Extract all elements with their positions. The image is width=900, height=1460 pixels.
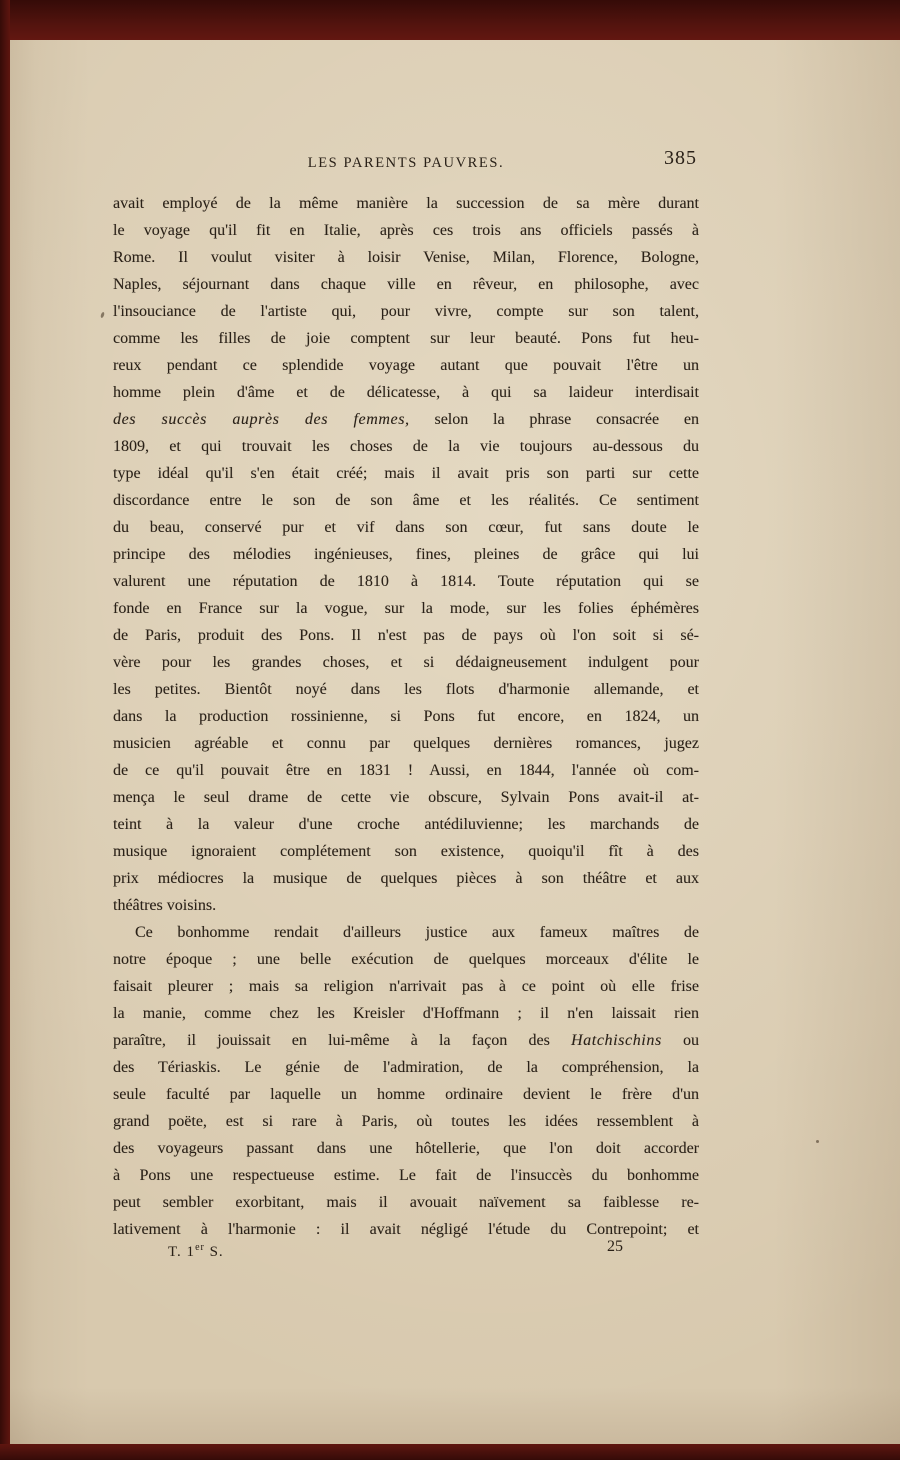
running-title: LES PARENTS PAUVRES.: [307, 155, 505, 171]
text-line: [113, 676, 699, 703]
text-line: [113, 1189, 699, 1216]
text-line: [113, 1081, 699, 1108]
ink-speck: [100, 312, 105, 319]
body-text: 1809, et qui trouvait les choses de la vie toujours au-dessous du: [113, 438, 699, 455]
text-line: [113, 1162, 699, 1189]
text-line: [113, 1027, 699, 1054]
body-text: théâtres voisins.: [113, 897, 217, 914]
body-text: teint à la valeur d'une croche antédiluvienne; les marchands de: [113, 816, 699, 833]
italic-text: des succès auprès des femmes,: [113, 411, 410, 428]
text-line: [113, 811, 699, 838]
text-line: [113, 352, 699, 379]
text-line: [113, 649, 699, 676]
body-text: homme plein d'âme et de délicatesse, à qui sa laideur interdisait: [113, 384, 699, 401]
text-line: [113, 244, 699, 271]
body-text: de ce qu'il pouvait être en 1831 ! Aussi, en 1844, l'année où com-: [113, 762, 699, 779]
body-text: Ce bonhomme rendait d'ailleurs justice aux fameux maîtres de: [135, 924, 699, 941]
body-text: mença le seul drame de cette vie obscure, Sylvain Pons avait-il at-: [113, 789, 699, 806]
text-line: [113, 1108, 699, 1135]
text-line: [113, 1054, 699, 1081]
text-line: [113, 217, 699, 244]
body-text: notre époque ; une belle exécution de quelques morceaux d'élite le: [113, 951, 699, 968]
tome-sup: er: [195, 1242, 205, 1253]
body-text: des Tériaskis. Le génie de l'admiration, de la compréhension, la: [113, 1059, 699, 1076]
text-line: [113, 919, 699, 946]
text-line: [113, 460, 699, 487]
body-text: musicien agréable et connu par quelques dernières romances, jugez: [113, 735, 699, 752]
text-line: [113, 622, 699, 649]
body-text: les petites. Bientôt noyé dans les flots d'harmonie allemande, et: [113, 681, 699, 698]
body-text: avait employé de la même manière la succession de sa mère durant: [113, 195, 699, 212]
body-text: selon la phrase consacrée en: [409, 411, 699, 428]
paragraph: [113, 190, 699, 919]
text-line: [113, 406, 699, 433]
tome-signature: [168, 1242, 224, 1261]
body-text: à Pons une respectueuse estime. Le fait de l'insuccès du bonhomme: [113, 1167, 699, 1184]
text-line: [113, 703, 699, 730]
text-line: [113, 973, 699, 1000]
text-block: [113, 190, 699, 1243]
body-text: reux pendant ce splendide voyage autant que pouvait l'être un: [113, 357, 699, 374]
page-header: [113, 147, 699, 182]
body-text: fonde en France sur la vogue, sur la mode, sur les folies éphémères: [113, 600, 699, 617]
paragraph: [113, 919, 699, 1243]
body-text: dans la production rossinienne, si Pons fut encore, en 1824, un: [113, 708, 699, 725]
binding-edge-bottom: [0, 1444, 900, 1460]
page-number: 385: [664, 147, 697, 169]
body-text: lativement à l'harmonie : il avait négligé l'étude du Contrepoint; et: [113, 1221, 699, 1238]
binding-edge-top: [0, 0, 900, 40]
text-line: [113, 379, 699, 406]
body-text: le voyage qu'il fit en Italie, après ces trois ans officiels passés à: [113, 222, 699, 239]
body-text: prix médiocres la musique de quelques pièces à son théâtre et aux: [113, 870, 699, 887]
text-line: [113, 730, 699, 757]
body-text: Naples, séjournant dans chaque ville en rêveur, en philosophe, avec: [113, 276, 699, 293]
body-text: du beau, conservé pur et vif dans son cœur, fut sans doute le: [113, 519, 699, 536]
body-text: type idéal qu'il s'en était créé; mais il avait pris son parti sur cette: [113, 465, 699, 482]
text-line: [113, 1135, 699, 1162]
page-footer: [113, 1238, 699, 1264]
body-text: peut sembler exorbitant, mais il avouait naïvement sa faiblesse re-: [113, 1194, 699, 1211]
sheet-number: 25: [607, 1238, 623, 1255]
text-line: [113, 271, 699, 298]
binding-edge-left: [0, 0, 10, 1460]
body-text: vère pour les grandes choses, et si dédaigneusement indulgent pour: [113, 654, 699, 671]
body-text: Rome. Il voulut visiter à loisir Venise, Milan, Florence, Bologne,: [113, 249, 699, 266]
text-line: [113, 838, 699, 865]
ink-speck: [816, 1140, 819, 1143]
text-line: [113, 190, 699, 217]
text-line: [113, 298, 699, 325]
tome-suffix: S.: [204, 1244, 224, 1260]
italic-text: Hatchischins: [571, 1032, 662, 1049]
body-text: faisait pleurer ; mais sa religion n'arrivait pas à ce point où elle frise: [113, 978, 699, 995]
text-line: [113, 541, 699, 568]
text-line: [113, 487, 699, 514]
body-text: comme les filles de joie comptent sur leur beauté. Pons fut heu-: [113, 330, 699, 347]
text-line: [113, 433, 699, 460]
body-text: seule faculté par laquelle un homme ordinaire devient le frère d'un: [113, 1086, 699, 1103]
text-line: [113, 757, 699, 784]
body-text: ou: [661, 1032, 699, 1049]
body-text: valurent une réputation de 1810 à 1814. Toute réputation qui se: [113, 573, 699, 590]
body-text: la manie, comme chez les Kreisler d'Hoffmann ; il n'en laissait rien: [113, 1005, 699, 1022]
text-line: [113, 568, 699, 595]
body-text: musique ignoraient complétement son existence, quoiqu'il fît à des: [113, 843, 699, 860]
body-text: discordance entre le son de son âme et les réalités. Ce sentiment: [113, 492, 699, 509]
body-text: l'insouciance de l'artiste qui, pour vivre, compte sur son talent,: [113, 303, 699, 320]
text-line: [113, 946, 699, 973]
text-line: [113, 784, 699, 811]
body-text: des voyageurs passant dans une hôtellerie, que l'on doit accorder: [113, 1140, 699, 1157]
body-text: principe des mélodies ingénieuses, fines, pleines de grâce qui lui: [113, 546, 699, 563]
body-text: grand poëte, est si rare à Paris, où toutes les idées ressemblent à: [113, 1113, 699, 1130]
text-line: [113, 325, 699, 352]
text-line: [113, 595, 699, 622]
text-line: [113, 892, 699, 919]
text-line: [113, 865, 699, 892]
text-line: [113, 514, 699, 541]
text-line: [113, 1000, 699, 1027]
body-text: paraître, il jouissait en lui-même à la façon des: [113, 1032, 572, 1049]
tome-prefix: T. 1: [168, 1244, 196, 1260]
body-text: de Paris, produit des Pons. Il n'est pas de pays où l'on soit si sé-: [113, 627, 699, 644]
